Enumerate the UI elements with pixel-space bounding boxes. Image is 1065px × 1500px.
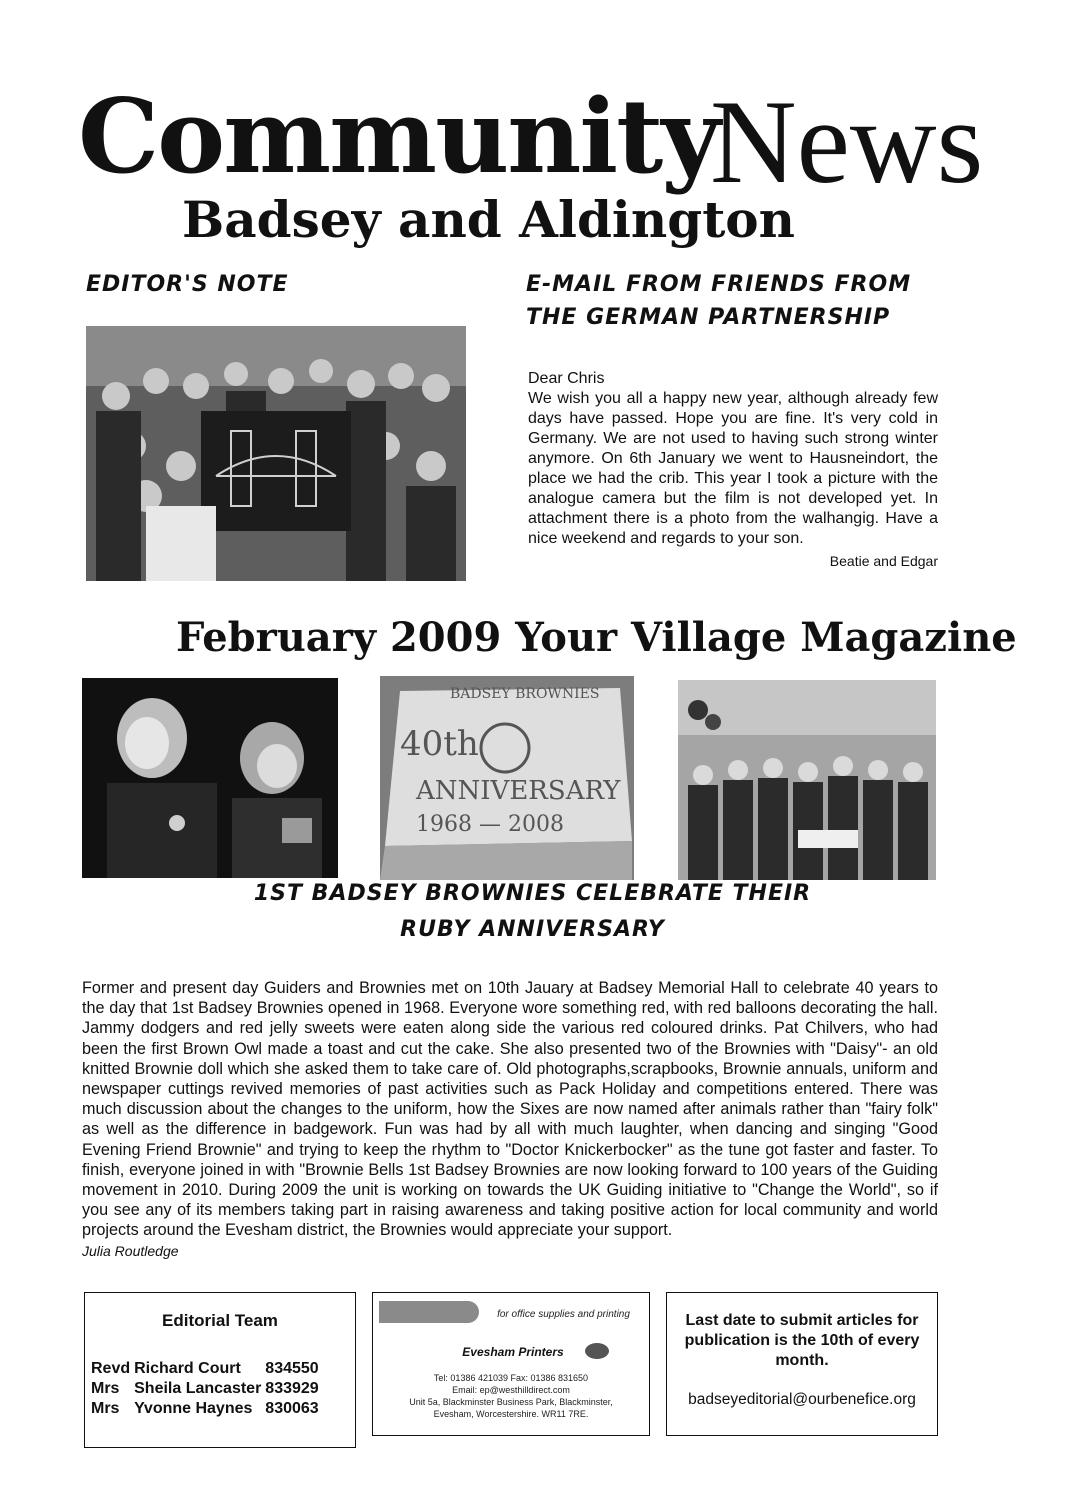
cake-text-line1: BADSEY BROWNIES — [450, 686, 600, 702]
team-member-row — [91, 1399, 323, 1419]
member-title: Mrs — [91, 1400, 120, 1417]
member-title: Mrs — [91, 1380, 120, 1397]
printers-tagline: for office supplies and printing — [497, 1309, 630, 1320]
member-phone: 834550 — [265, 1360, 319, 1377]
team-member-row — [91, 1379, 323, 1399]
article-title — [0, 876, 1065, 948]
editorial-email: badseyeditorial@ourbenefice.org — [688, 1391, 916, 1408]
article-byline: Julia Routledge — [82, 1242, 179, 1259]
printers-contact-line4: Evesham, Worcestershire. WR11 7RE. — [433, 1409, 589, 1419]
cake-text-line4: 1968 — 2008 — [416, 812, 564, 837]
printers-ad — [372, 1292, 650, 1436]
email-heading-line2: THE GERMAN PARTNERSHIP — [526, 305, 891, 330]
letter-signature: Beatie and Edgar — [829, 553, 938, 569]
brownies-girls-photo — [82, 678, 338, 878]
article-title-line1: 1ST BADSEY BROWNIES CELEBRATE THEIR — [253, 881, 812, 906]
printers-contact-line1: Tel: 01386 421039 Fax: 01386 831650 — [433, 1373, 589, 1383]
member-title: Revd — [91, 1360, 131, 1377]
team-member-row — [91, 1359, 323, 1379]
member-phone: 833929 — [265, 1380, 319, 1397]
email-letter — [528, 369, 938, 571]
printers-logo — [379, 1301, 479, 1323]
member-phone: 830063 — [265, 1400, 319, 1417]
editorial-team-title: Editorial Team — [162, 1311, 278, 1330]
article-title-line2: RUBY ANNIVERSARY — [400, 917, 665, 942]
member-name: Sheila Lancaster — [134, 1380, 262, 1397]
article-paragraph: Former and present day Guiders and Brownies met on 10th Jauary at Badsey Memorial Hall to celebrate 40 years to the day that 1st Badsey Brownies opened in 1968. Everyone wore something red, with red balloons decorating the hall. Jammy dodgers and red jelly sweets were eaten along side the various red coloured drinks. Pat Chilvers, who had been the first Brown Owl made a toast and cut the cake. She also presented two of the Brownies with "Daisy"- an old knitted Brownie doll which she asked them to take care of. Old photographs,scrapbooks, Brownie annuals, uniform and newspaper cuttings revived memories of past activities such as Pack Holiday and competitions entered. There was much discussion about the changes to the uniform, how the Sixes are now named after animals rather than "fairy folk" as well as the difference in badgework. Fun was had by all with much laughter, when dancing and singing "Good Evening Friend Brownie" and trying to keep the rhythm to "Doctor Knickerbocker" as the tune got faster and faster. To finish, everyone joined in with "Brownie Bells 1st Badsey Brownies are now looking forward to 100 years of the Guiding movement in 2010. During 2009 the unit is working on towards the UK Guiding initiative to "Change the World", so if you see any of its members taking part in raising awareness and taking positive action for local community and world projects around the Evesham district, the Brownies would appreciate your support. — [82, 979, 938, 1240]
letter-greeting: Dear Chris — [528, 370, 605, 387]
masthead-title-news: News — [710, 75, 984, 208]
letter-body: We wish you all a happy new year, although already few days have passed. Hope you are fine. It's very cold in Germany. We are not used to having such strong winter anymore. On 6th January we went to Hausneindort, the place we had the crib. This year I took a picture with the analogue camera but the film is not developed yet. In attachment there is a photo from the walhangig. Have a nice weekend and regards to your son. — [528, 390, 938, 547]
article-body — [82, 978, 938, 1261]
masthead-subtitle: Badsey and Aldington — [182, 190, 796, 249]
email-heading-line1: E-MAIL FROM FRIENDS FROM — [526, 272, 912, 297]
printers-contact-line2: Email: ep@westhilldirect.com — [452, 1385, 570, 1395]
member-name: Richard Court — [134, 1360, 241, 1377]
printers-name: Evesham Printers — [462, 1345, 564, 1359]
printers-ep-logo — [585, 1343, 609, 1359]
masthead-title-community: Community — [78, 77, 719, 197]
editors-note-heading: EDITOR'S NOTE — [86, 272, 289, 297]
deadline-text: Last date to submit articles for publication is the 10th of every month. — [684, 1312, 920, 1369]
member-name: Yvonne Haynes — [134, 1400, 253, 1417]
issue-banner: February 2009 Your Village Magazine — [176, 614, 1017, 661]
group-photo — [86, 326, 466, 581]
editorial-team-box — [84, 1292, 356, 1448]
guiders-group-photo — [678, 680, 936, 880]
cake-text-line2: 40th — [400, 724, 479, 764]
printers-contact-line3: Unit 5a, Blackminster Business Park, Blackminster, — [409, 1397, 613, 1407]
cake-text-line3: ANNIVERSARY — [416, 776, 621, 806]
anniversary-cake-photo — [380, 676, 634, 880]
deadline-box — [666, 1292, 938, 1436]
editorial-team-table — [91, 1359, 323, 1419]
